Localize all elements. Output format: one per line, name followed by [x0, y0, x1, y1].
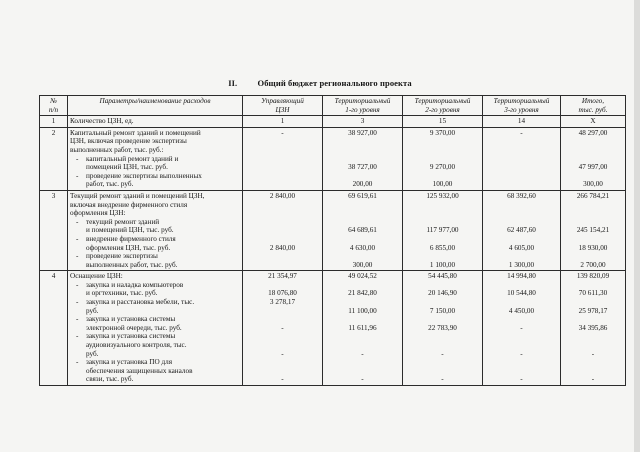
parameter-line: аудиовизуального контроля, тыс.	[86, 341, 187, 350]
value-line	[245, 235, 320, 244]
value-line: -	[281, 349, 284, 358]
value-line: 11 611,96	[348, 323, 377, 332]
parameter-line: оформления ЦЗН, тыс. руб.	[86, 243, 171, 252]
budget-table	[39, 95, 626, 386]
value-line	[325, 146, 400, 155]
value-line: 70 611,30	[578, 289, 608, 298]
parameter-line: - закупка и установка системы	[70, 332, 240, 341]
parameter-line: руб.	[86, 349, 99, 358]
column-header-line: Территориальный	[414, 97, 471, 105]
value-line	[485, 218, 558, 227]
value-line	[245, 172, 320, 181]
value-line	[325, 332, 400, 341]
value-line	[245, 218, 320, 227]
value-line	[405, 201, 480, 210]
value-line	[405, 137, 480, 146]
value-line	[485, 358, 558, 367]
value-line: 3	[360, 117, 365, 126]
value-line: 100,00	[432, 180, 453, 189]
value-line: -	[361, 349, 364, 358]
value-line	[485, 298, 558, 307]
parameter-line: - закупка и установка системы	[70, 315, 240, 324]
value-line: 20 146,90	[428, 289, 457, 298]
value-line	[245, 163, 320, 172]
value-line	[485, 341, 558, 350]
column-header-line: 2-го уровня	[425, 105, 460, 114]
parameter-line: руб.	[86, 306, 99, 315]
row-parameter	[68, 190, 243, 270]
page-edge-shadow	[634, 0, 640, 452]
value-line	[405, 155, 480, 164]
column-header	[561, 96, 626, 116]
row-parameter	[68, 271, 243, 386]
value-line: 10 544,80	[507, 289, 536, 298]
value-line	[405, 358, 480, 367]
value-line	[405, 315, 480, 324]
value-line: 54 445,80	[428, 272, 457, 281]
value-line: 47 997,00	[578, 163, 608, 172]
parameter-line: Количество ЦЗН, ед.	[70, 117, 134, 126]
value-line	[405, 332, 480, 341]
value-line	[325, 137, 400, 146]
value-line	[325, 172, 400, 181]
value-cell	[561, 271, 626, 386]
value-line	[405, 235, 480, 244]
value-line	[405, 367, 480, 376]
value-line: 21 354,97	[268, 272, 297, 281]
value-line	[563, 155, 623, 164]
value-cell	[561, 190, 626, 270]
value-line	[245, 201, 320, 210]
value-line	[245, 209, 320, 218]
value-line: 2 840,00	[269, 191, 296, 200]
value-cell	[483, 116, 561, 128]
value-cell	[243, 116, 323, 128]
value-line: 3 278,17	[269, 298, 296, 307]
value-line	[245, 252, 320, 261]
value-line	[325, 252, 400, 261]
value-line	[325, 155, 400, 164]
value-cell	[323, 116, 403, 128]
value-line: 200,00	[352, 180, 373, 189]
value-line	[563, 209, 623, 218]
parameter-line: связи, тыс. руб.	[86, 375, 134, 384]
value-line: -	[441, 375, 444, 384]
value-line	[245, 281, 320, 290]
value-line	[485, 332, 558, 341]
column-header	[40, 96, 68, 116]
value-line	[485, 172, 558, 181]
value-line: 34 395,86	[578, 323, 608, 332]
value-line: 266 784,21	[576, 191, 610, 200]
value-line	[405, 146, 480, 155]
value-line: -	[361, 375, 364, 384]
value-line	[563, 281, 623, 290]
parameter-line: - закупка и установка ПО для	[70, 358, 240, 367]
value-line	[485, 281, 558, 290]
row-number: 2	[40, 127, 68, 190]
value-line: 117 977,00	[426, 226, 459, 235]
column-header	[243, 96, 323, 116]
value-line: -	[520, 128, 523, 137]
value-line: 1 100,00	[429, 260, 456, 269]
value-line	[325, 341, 400, 350]
value-line: 62 487,60	[507, 226, 536, 235]
value-line	[245, 315, 320, 324]
value-line	[325, 281, 400, 290]
value-cell	[483, 190, 561, 270]
value-line	[245, 341, 320, 350]
value-line: -	[520, 323, 523, 332]
value-line: 4 630,00	[349, 243, 376, 252]
value-line: 139 820,09	[576, 272, 610, 281]
value-line	[563, 172, 623, 181]
parameter-line: обеспечения защищенных каналов	[86, 366, 193, 375]
parameter-line: электронной очереди, тыс. руб.	[86, 323, 182, 332]
value-line: 25 978,17	[578, 306, 608, 315]
value-line: 7 150,00	[429, 306, 456, 315]
value-line	[563, 137, 623, 146]
value-cell	[243, 271, 323, 386]
value-line	[563, 358, 623, 367]
value-line: 125 932,00	[426, 191, 459, 200]
value-line: 14 994,80	[507, 272, 536, 281]
value-line	[245, 155, 320, 164]
value-line	[485, 315, 558, 324]
value-line: -	[441, 349, 444, 358]
column-header-line: Территориальный	[493, 97, 550, 105]
value-line	[245, 307, 320, 316]
parameter-line: работ, тыс. руб.	[86, 180, 134, 189]
value-line: 18 076,80	[268, 289, 297, 298]
value-line	[485, 137, 558, 146]
parameter-line: выполненных работ, тыс. руб.:	[70, 145, 164, 154]
value-line	[405, 281, 480, 290]
value-line: 300,00	[352, 260, 373, 269]
value-line	[485, 235, 558, 244]
value-line	[485, 367, 558, 376]
parameter-line: - капитальный ремонт зданий и	[70, 155, 240, 164]
value-line	[245, 358, 320, 367]
value-line	[485, 209, 558, 218]
value-line: 69 619,61	[348, 191, 377, 200]
value-line: 9 370,00	[429, 128, 456, 137]
parameter-line: - внедрение фирменного стиля	[70, 235, 240, 244]
value-line	[485, 163, 558, 172]
value-line: 6 855,00	[429, 243, 456, 252]
value-line: 64 689,61	[348, 226, 377, 235]
value-cell	[483, 271, 561, 386]
value-line: -	[281, 375, 284, 384]
value-line: 2 840,00	[269, 243, 296, 252]
value-cell	[323, 190, 403, 270]
table-body	[40, 116, 626, 386]
value-line	[563, 367, 623, 376]
parameter-line: Оснащение ЦЗН:	[70, 272, 123, 281]
parameter-line: - закупка и наладка компьютеров	[70, 281, 240, 290]
parameter-line: помещений ЦЗН, тыс. руб.	[86, 163, 168, 172]
value-line: -	[281, 128, 284, 137]
value-line: 49 024,52	[348, 272, 377, 281]
value-line	[325, 367, 400, 376]
value-line: 21 842,80	[348, 289, 377, 298]
value-line: 1 300,00	[508, 260, 535, 269]
parameter-line: - проведение экспертизы	[70, 252, 240, 261]
column-header-line: Управляющий	[261, 97, 304, 105]
section-number: II.	[228, 78, 238, 88]
column-header-line: 1-го уровня	[345, 105, 380, 114]
row-parameter	[68, 127, 243, 190]
parameter-line: включая внедрение фирменного стиля	[70, 200, 188, 209]
parameter-line: - закупка и расстановка мебели, тыс.	[70, 298, 240, 307]
value-line	[325, 298, 400, 307]
value-line	[563, 252, 623, 261]
parameter-line: выполненных работ, тыс. руб.	[86, 260, 178, 269]
value-line: -	[520, 349, 523, 358]
value-line	[485, 146, 558, 155]
column-header-line: тыс. руб.	[578, 105, 608, 114]
parameter-line: Текущий ремонт зданий и помещений ЦЗН,	[70, 191, 205, 200]
value-line	[405, 298, 480, 307]
value-line: 4 450,00	[508, 306, 535, 315]
value-line: 1	[280, 117, 285, 126]
value-line: 15	[438, 117, 447, 126]
value-cell	[403, 271, 483, 386]
value-cell	[243, 127, 323, 190]
value-cell	[561, 116, 626, 128]
column-header	[323, 96, 403, 116]
table-row	[40, 116, 626, 128]
value-line	[325, 235, 400, 244]
value-cell	[243, 190, 323, 270]
column-header-line: 3-го уровня	[504, 105, 539, 114]
value-line	[325, 209, 400, 218]
value-line: 2 700,00	[580, 260, 606, 269]
value-line	[563, 201, 623, 210]
column-header	[483, 96, 561, 116]
value-line	[563, 341, 623, 350]
section-heading	[0, 78, 640, 88]
column-header-line: п/п	[48, 105, 59, 114]
value-line	[405, 172, 480, 181]
value-cell	[403, 190, 483, 270]
value-line	[245, 146, 320, 155]
table-row	[40, 127, 626, 190]
value-line: -	[591, 375, 595, 384]
value-line	[245, 332, 320, 341]
column-header	[68, 96, 243, 116]
value-line: -	[520, 375, 523, 384]
value-line	[405, 252, 480, 261]
parameter-line: и помещений ЦЗН, тыс. руб.	[86, 226, 174, 235]
value-line	[245, 180, 320, 189]
value-line: -	[591, 349, 595, 358]
value-line	[245, 367, 320, 376]
value-cell	[323, 127, 403, 190]
row-number: 1	[40, 116, 68, 128]
parameter-line: - проведение экспертизы выполненных	[70, 172, 240, 181]
column-header	[403, 96, 483, 116]
value-line	[325, 218, 400, 227]
parameter-line: - текущий ремонт зданий	[70, 218, 240, 227]
value-line	[405, 218, 480, 227]
row-parameter	[68, 116, 243, 128]
value-line	[245, 137, 320, 146]
parameter-line: оформления ЦЗН:	[70, 209, 126, 218]
column-header-line: Параметры/наименование расходов	[99, 97, 211, 105]
section-title: Общий бюджет регионального проекта	[257, 78, 412, 88]
value-line: 300,00	[583, 180, 603, 189]
value-line	[485, 155, 558, 164]
parameter-line: ЦЗН, включая проведение экспертизы	[70, 137, 187, 146]
value-line: 22 783,90	[428, 323, 457, 332]
value-line	[405, 209, 480, 218]
value-line: 14	[517, 117, 526, 126]
value-line	[325, 201, 400, 210]
value-line	[563, 332, 623, 341]
row-number: 4	[40, 271, 68, 386]
value-line: 9 270,00	[429, 163, 456, 172]
table-header-row	[40, 96, 626, 116]
value-line	[485, 201, 558, 210]
value-line	[325, 315, 400, 324]
value-line: 48 297,00	[578, 128, 608, 137]
value-cell	[403, 116, 483, 128]
column-header-line: ЦЗН	[275, 105, 290, 114]
value-line: 4 605,00	[508, 243, 535, 252]
value-line	[245, 226, 320, 235]
value-line	[563, 315, 623, 324]
value-line	[245, 261, 320, 270]
value-line	[485, 252, 558, 261]
value-line	[563, 146, 623, 155]
value-line	[405, 341, 480, 350]
parameter-line: и оргтехники, тыс. руб.	[86, 289, 158, 298]
value-cell	[561, 127, 626, 190]
value-line: 38 927,00	[348, 128, 377, 137]
value-line	[563, 298, 623, 307]
value-line: 38 727,00	[348, 163, 377, 172]
value-cell	[323, 271, 403, 386]
column-header-line: №	[50, 97, 57, 105]
value-line: 68 392,60	[507, 191, 536, 200]
column-header-line: Территориальный	[334, 97, 391, 105]
value-line: 18 930,00	[578, 243, 608, 252]
value-cell	[483, 127, 561, 190]
value-line: 245 154,21	[576, 226, 610, 235]
value-cell	[403, 127, 483, 190]
value-line	[325, 358, 400, 367]
value-line: X	[590, 117, 596, 126]
table-row	[40, 271, 626, 386]
column-header-line: Итого,	[581, 97, 605, 105]
value-line	[563, 218, 623, 227]
table-row	[40, 190, 626, 270]
value-line	[485, 180, 558, 189]
parameter-line: Капитальный ремонт зданий и помещений	[70, 128, 201, 137]
value-line: -	[281, 323, 284, 332]
row-number: 3	[40, 190, 68, 270]
value-line: 11 100,00	[348, 306, 377, 315]
value-line	[563, 235, 623, 244]
